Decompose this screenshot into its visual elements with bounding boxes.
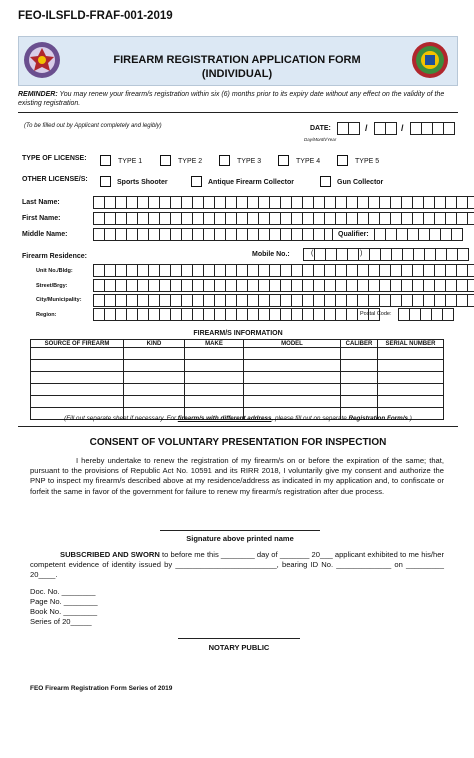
sworn-statement <box>30 550 444 581</box>
notary-line <box>178 638 300 639</box>
note-part: , please fill out on separate <box>271 415 349 422</box>
antique-collector-checkbox[interactable] <box>191 176 202 187</box>
first-name-input[interactable] <box>93 212 474 225</box>
signature-line <box>160 530 320 531</box>
firearms-table <box>30 339 444 420</box>
type4-checkbox[interactable] <box>278 155 289 166</box>
table-row[interactable] <box>31 348 444 360</box>
type2-checkbox[interactable] <box>160 155 171 166</box>
postal-code-input[interactable] <box>398 308 453 321</box>
form-code: FEO-ILSFLD-FRAF-001-2019 <box>18 10 173 22</box>
firearms-info-title: FIREARM/S INFORMATION <box>193 330 283 337</box>
doc-no: Doc. No. ________ <box>30 587 96 596</box>
type5-checkbox[interactable] <box>337 155 348 166</box>
consent-text: I hereby undertake to renew the registration of my firearm/s on or before the expiration of the same; that, pursuant to the provisions of Republic Act No. 10591 and its RIRR 2018, I voluntarily give my consent and authorize the PNP to inspect my firearm/s described above at my residence/address as indicated in my application and, to confiscate or forfeit the same in favor of the government for failure to renew my firearm/s registration after due process. <box>30 456 444 496</box>
last-name-label: Last Name: <box>22 199 60 206</box>
series-no: Series of 20_____ <box>30 617 92 626</box>
col-make: MAKE <box>185 340 244 348</box>
type1-checkbox[interactable] <box>100 155 111 166</box>
date-slash: / <box>365 123 368 133</box>
mobile-paren-open: ( <box>311 250 314 257</box>
street-input[interactable] <box>93 279 474 292</box>
type1-label: TYPE 1 <box>118 158 143 165</box>
note-emphasis: Registration Form/s <box>348 415 408 422</box>
city-input[interactable] <box>93 294 474 307</box>
book-no: Book No. ________ <box>30 607 98 616</box>
col-kind: KIND <box>124 340 185 348</box>
reminder-note <box>18 90 458 108</box>
firearms-table-header <box>31 340 444 348</box>
region-label: Region: <box>36 312 57 318</box>
col-serial: SERIAL NUMBER <box>378 340 444 348</box>
type3-label: TYPE 3 <box>237 158 262 165</box>
table-row[interactable] <box>31 372 444 384</box>
sports-shooter-checkbox[interactable] <box>100 176 111 187</box>
form-subtitle: (INDIVIDUAL) <box>201 68 273 80</box>
gun-collector-label: Gun Collector <box>337 179 384 186</box>
col-caliber: CALIBER <box>341 340 378 348</box>
first-name-label: First Name: <box>22 215 61 222</box>
qualifier-label: Qualifier: <box>338 231 369 238</box>
col-model: MODEL <box>244 340 341 348</box>
page-no: Page No. ________ <box>30 597 98 606</box>
date-slash: / <box>401 123 404 133</box>
city-label: City/Municipality: <box>36 297 82 303</box>
mobile-input[interactable] <box>303 248 468 261</box>
sports-shooter-label: Sports Shooter <box>117 179 168 186</box>
sworn-text: to before me this ________ day of _______ 20___ applicant exhibited to me his/her competent evidence of identity issued by ________________________, bearing ID No. _____________ on _________ 20____. <box>30 550 444 580</box>
region-input[interactable] <box>93 308 379 321</box>
license-type-label: TYPE OF LICENSE: <box>22 155 87 162</box>
pnp-feo-seal-icon <box>22 40 62 80</box>
type4-label: TYPE 4 <box>296 158 321 165</box>
pnp-badge-icon <box>410 40 450 80</box>
qualifier-input[interactable] <box>374 228 462 241</box>
last-name-input[interactable] <box>93 196 474 209</box>
divider <box>18 112 458 113</box>
footer-text: FEO Firearm Registration Form Series of 2019 <box>30 685 173 692</box>
antique-collector-label: Antique Firearm Collector <box>208 179 294 186</box>
mobile-label: Mobile No.: <box>252 251 290 258</box>
notary-label: NOTARY PUBLIC <box>208 643 270 652</box>
residence-label: Firearm Residence: <box>22 253 87 260</box>
note-emphasis: firearm/s with different address <box>177 415 272 422</box>
fill-note: (To be filled out by Applicant completely and legibly) <box>24 123 162 129</box>
middle-name-input[interactable] <box>93 228 357 241</box>
postal-code-label: Postal Code: <box>360 311 392 317</box>
date-year-input[interactable] <box>410 122 454 135</box>
form-title: FIREARM REGISTRATION APPLICATION FORM <box>113 54 361 66</box>
type3-checkbox[interactable] <box>219 155 230 166</box>
date-month-input[interactable] <box>374 122 396 135</box>
date-day-input[interactable] <box>337 122 359 135</box>
mobile-paren-close: ) <box>360 250 363 257</box>
signature-label: Signature above printed name <box>186 534 294 543</box>
table-row[interactable] <box>31 396 444 408</box>
reminder-label: REMINDER: <box>18 91 58 98</box>
gun-collector-checkbox[interactable] <box>320 176 331 187</box>
note-part: (Fill out separate sheet if necessary. For <box>64 415 178 422</box>
unit-label: Unit No./Bldg: <box>36 268 73 274</box>
other-license-label: OTHER LICENSE/S: <box>22 176 88 183</box>
street-label: Street/Brgy: <box>36 283 68 289</box>
separate-sheet-note <box>18 415 458 422</box>
sworn-label: SUBSCRIBED AND SWORN <box>60 550 160 559</box>
table-row[interactable] <box>31 384 444 396</box>
date-label: DATE: <box>310 125 331 132</box>
middle-name-label: Middle Name: <box>22 231 68 238</box>
date-hint: Day/Month/Year <box>304 137 337 142</box>
type5-label: TYPE 5 <box>355 158 380 165</box>
divider <box>18 426 458 427</box>
table-row[interactable] <box>31 360 444 372</box>
unit-input[interactable] <box>93 264 474 277</box>
type2-label: TYPE 2 <box>178 158 203 165</box>
consent-title: CONSENT OF VOLUNTARY PRESENTATION FOR INSPECTION <box>89 437 387 448</box>
reminder-text: You may renew your firearm/s registration within six (6) months prior to its expiry date without any effect on the validity of the existing registration. <box>18 91 445 107</box>
col-source: SOURCE OF FIREARM <box>31 340 124 348</box>
note-part: .) <box>407 415 412 422</box>
